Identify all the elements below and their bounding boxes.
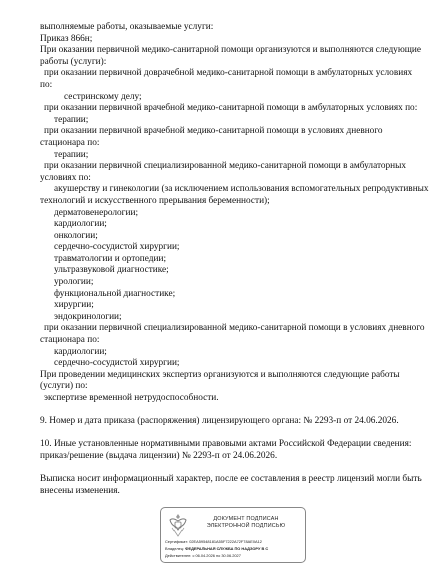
document-line: при оказании первичной доврачебной медико-санитарной помощи в амбулаторных условиях	[44, 68, 413, 79]
document-line: сердечно-сосудистой хирургии;	[54, 358, 180, 369]
document-line: онкологии;	[54, 230, 98, 241]
certificate-value: 02EA59548181A55F7222A72F78AE0A12	[189, 539, 262, 544]
document-line: при оказании первичной специализированной медико-санитарной помощи в амбулаторных	[44, 161, 407, 172]
stamp-owner	[165, 546, 268, 551]
stamp-certificate	[165, 539, 262, 544]
document-line: технологий и искусственного прерывания беременности);	[40, 195, 270, 206]
owner-value: ФЕДЕРАЛЬНАЯ СЛУЖБА ПО НАДЗОРУ В С	[185, 546, 269, 551]
document-line: дерматовенерологии;	[54, 207, 139, 218]
stamp-title	[191, 516, 301, 530]
certificate-label: Сертификат:	[165, 539, 189, 544]
document-line: кардиологии;	[54, 219, 107, 230]
document-line: стационара по:	[40, 335, 100, 346]
document-line: Приказ 866н;	[40, 33, 93, 44]
document-line: по:	[40, 79, 53, 90]
document-line: травматологии и ортопедии;	[54, 253, 167, 264]
document-line: При проведении медицинских экспертиз организуются и выполняются следующие работы	[40, 369, 400, 380]
paragraph-line: 9. Номер и дата приказа (распоряжения) лицензирующего органа: № 2293-п от 24.06.2026.	[40, 416, 399, 427]
owner-label: Владелец:	[165, 546, 185, 551]
document-line: акушерству и гинекологии (за исключением использования вспомогательных репродуктивных	[54, 184, 429, 195]
paragraph-line: 10. Иные установленные нормативными правовыми актами Российской Федерации сведения:	[40, 439, 412, 450]
document-line: терапии;	[54, 114, 89, 125]
electronic-signature-stamp	[160, 507, 306, 563]
document-line: сердечно-сосудистой хирургии;	[54, 242, 180, 253]
document-line: (услуги) по:	[40, 381, 88, 392]
document-paragraph	[40, 474, 422, 497]
paragraph-line: Выписка носит информационный характер, после ее составления в реестр лицензий могли быть	[40, 474, 422, 485]
coat-of-arms-emblem-icon	[167, 512, 189, 538]
document-paragraph	[40, 416, 410, 428]
document-line: хирургии;	[54, 300, 94, 311]
stamp-validity: Действителен: с 06.04.2026 по 30.06.2027	[165, 553, 241, 558]
document-line: функциональной диагностике;	[54, 288, 176, 299]
document-line: сестринскому делу;	[64, 91, 142, 102]
stamp-title-line1: ДОКУМЕНТ ПОДПИСАН	[213, 516, 279, 522]
document-line: при оказании первичной врачебной медико-санитарной помощи в амбулаторных условиях по:	[44, 103, 418, 114]
document-line: при оказании первичной врачебной медико-санитарной помощи в условиях дневного	[44, 126, 383, 137]
document-line: условиях по:	[40, 172, 91, 183]
document-line: стационара по:	[40, 137, 100, 148]
document-line: эндокринологии;	[54, 311, 122, 322]
document-line: экспертизе временной нетрудоспособности.	[44, 393, 219, 403]
license-extract-text	[40, 22, 429, 497]
document-line: ультразвуковой диагностике;	[54, 265, 169, 276]
stamp-title-line2: ЭЛЕКТРОННОЙ ПОДПИСЬЮ	[206, 523, 286, 529]
document-line: урологии;	[54, 277, 94, 288]
document-line: кардиологии;	[54, 346, 107, 357]
paragraph-line: внесены изменения.	[40, 485, 120, 496]
document-line: работы (услуги):	[40, 56, 107, 67]
paragraph-line: приказ/решение (выдача лицензии) № 2293-п от 24.06.2026.	[40, 450, 278, 461]
document-line: выполняемые работы, оказываемые услуги:	[40, 22, 214, 32]
document-line: терапии;	[54, 149, 89, 160]
document-paragraph	[40, 439, 410, 462]
document-line: При оказании первичной медико-санитарной помощи организуются и выполняются следующие	[40, 45, 422, 56]
document-line: при оказании первичной специализированной медико-санитарной помощи в условиях дневного	[44, 323, 425, 334]
